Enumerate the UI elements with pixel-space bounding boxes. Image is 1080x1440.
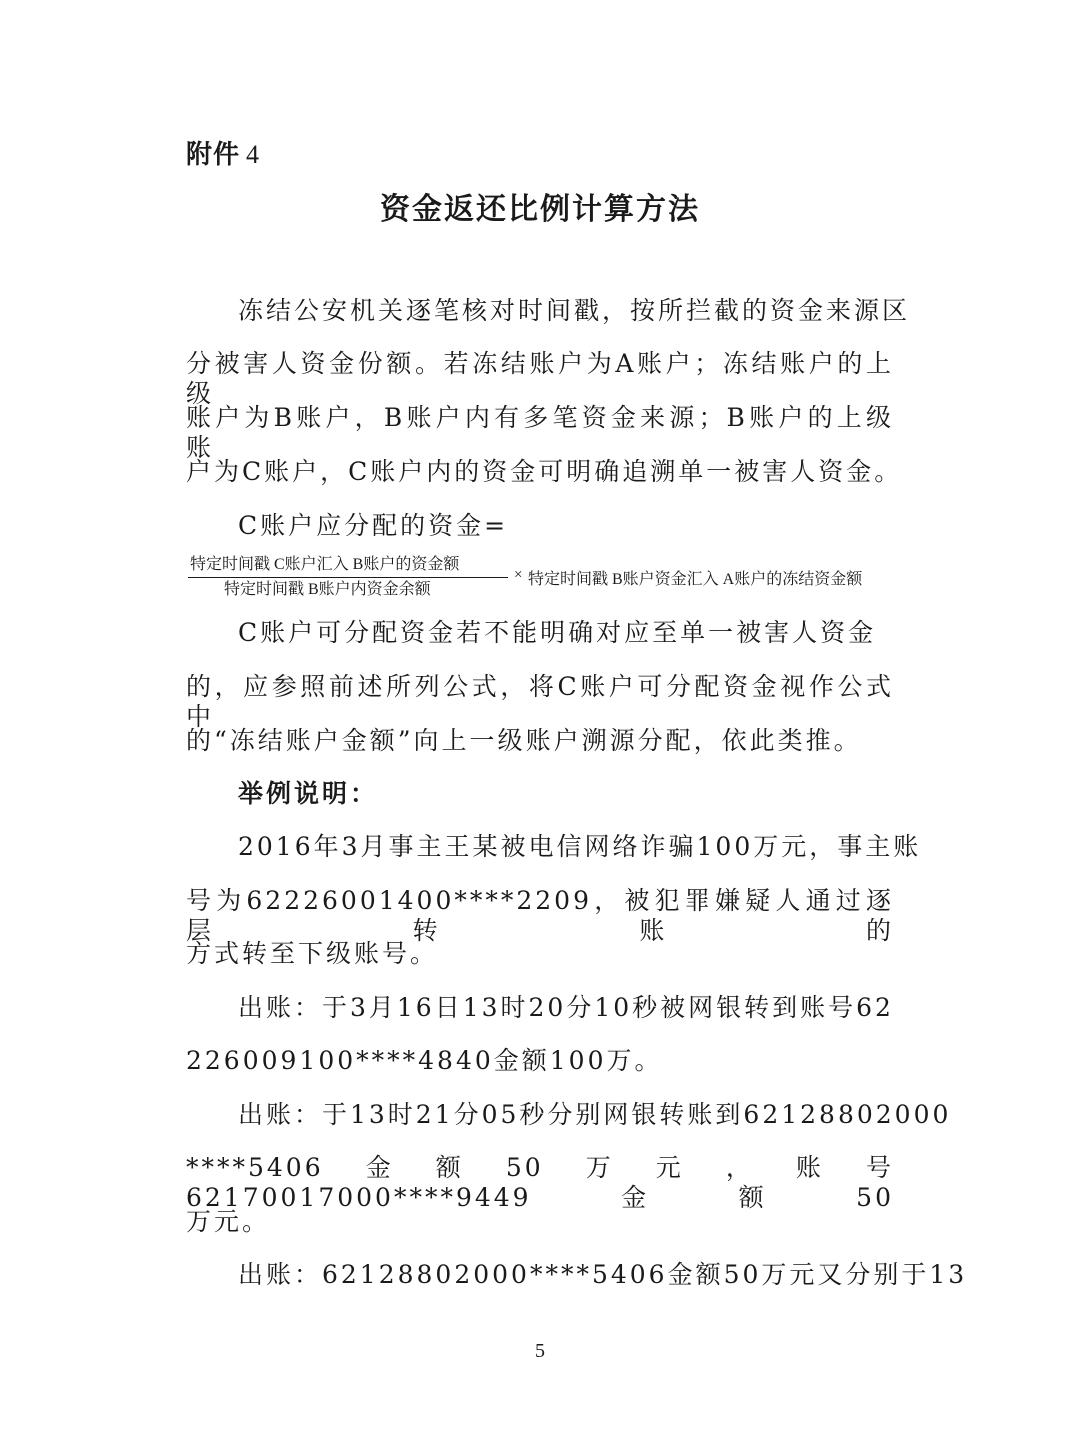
intro-line-3: 账户为B账户，B账户内有多笔资金来源；B账户的上级账	[186, 403, 894, 462]
formula	[188, 555, 918, 603]
example-p2-line-2: 226009100****4840金额100万。	[186, 1046, 663, 1075]
fraction-bar	[188, 577, 508, 578]
multiply-sign: ×	[514, 567, 523, 583]
rule-line-2: 的，应参照前述所列公式，将C账户可分配资金视作公式中	[186, 672, 894, 731]
formula-lead: C账户应分配的资金=	[238, 511, 509, 540]
intro-line-1: 冻结公安机关逐笔核对时间戳，按所拦截的资金来源区	[238, 296, 911, 325]
page-number: 5	[535, 1340, 545, 1362]
example-p4-line-1: 出账：62128802000****5406金额50万元又分别于13	[238, 1260, 968, 1289]
example-p3-line-1: 出账：于13时21分05秒分别网银转账到62128802000	[238, 1100, 952, 1129]
attachment-label	[186, 134, 260, 171]
formula-numerator: 特定时间戳 C账户汇入 B账户的资金额	[190, 556, 460, 573]
intro-line-4: 户为C账户，C账户内的资金可明确追溯单一被害人资金。	[186, 457, 903, 486]
example-p1-line-3: 方式转至下级账号。	[186, 939, 439, 968]
example-p1-line-1: 2016年3月事主王某被电信网络诈骗100万元，事主账	[238, 832, 922, 861]
rule-line-1: C账户可分配资金若不能明确对应至单一被害人资金	[238, 618, 877, 647]
attachment-number: 4	[246, 140, 261, 169]
rule-line-3: 的“冻结账户金额”向上一级账户溯源分配，依此类推。	[186, 726, 862, 755]
example-p3-line-2: ****5406金额50万元，账号62170017000****9449金额50	[186, 1153, 894, 1212]
intro-line-2: 分被害人资金份额。若冻结账户为A账户；冻结账户的上级	[186, 349, 894, 408]
example-heading: 举例说明：	[238, 779, 379, 808]
formula-multiplier: 特定时间戳 B账户资金汇入 A账户的冻结资金额	[528, 571, 863, 588]
document-title: 资金返还比例计算方法	[380, 192, 700, 227]
example-p2-line-1: 出账：于3月16日13时20分10秒被网银转到账号62	[238, 993, 894, 1022]
attachment-label-text: 附件	[186, 140, 241, 170]
example-p3-line-3: 万元。	[186, 1207, 271, 1236]
example-p1-line-2: 号为62226001400****2209，被犯罪嫌疑人通过逐层转账的	[186, 886, 894, 945]
formula-denominator: 特定时间戳 B账户内资金余额	[224, 581, 431, 598]
